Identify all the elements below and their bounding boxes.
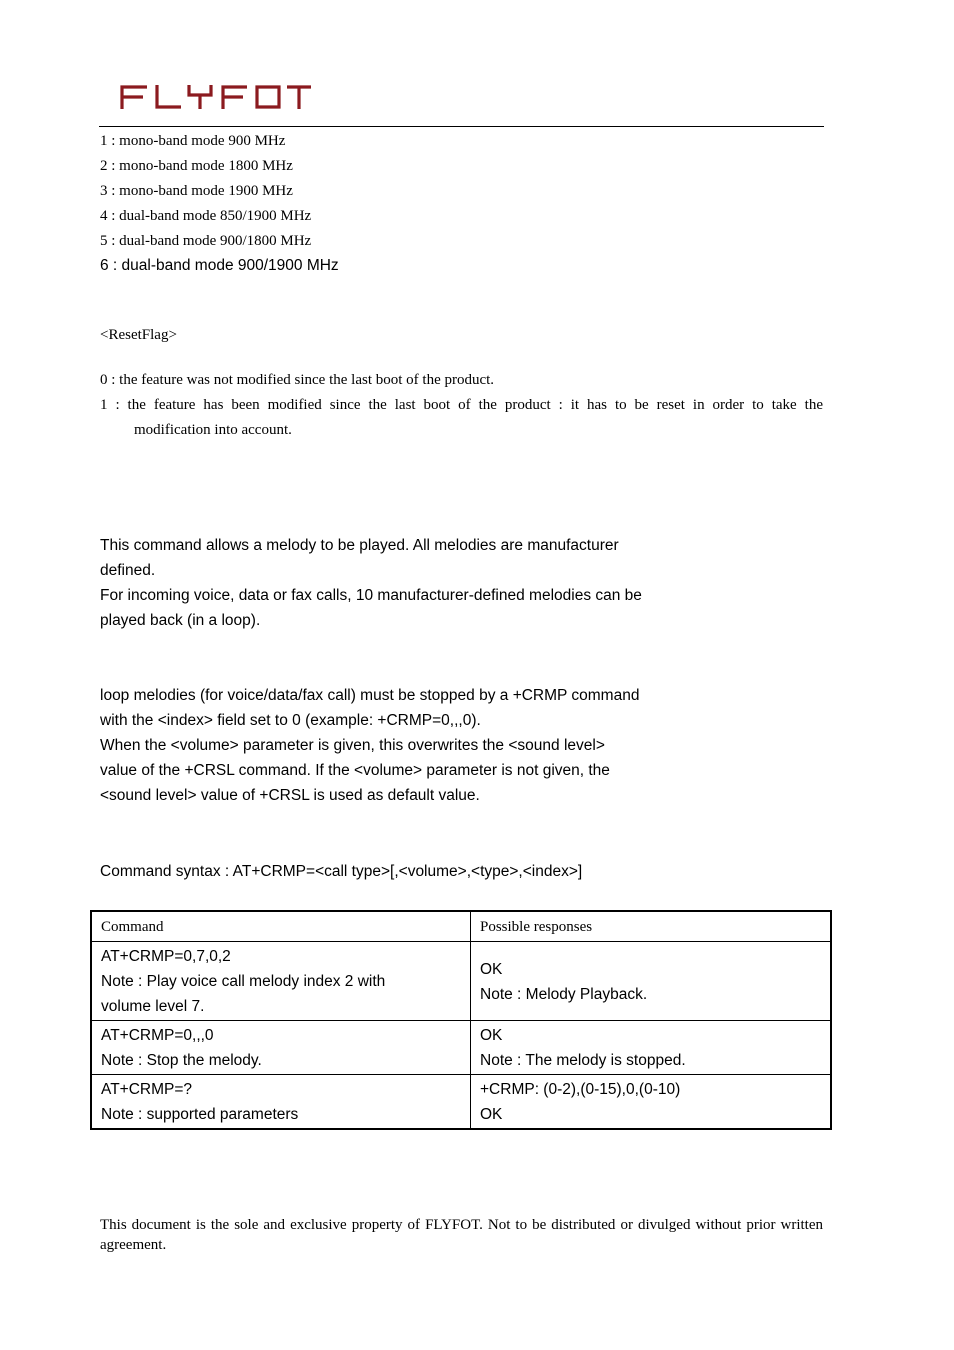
- command-table: [90, 910, 832, 1130]
- table-row: [91, 1075, 831, 1130]
- description-line: For incoming voice, data or fax calls, 10 manufacturer-defined melodies can be: [100, 587, 642, 604]
- command-note: Note : supported parameters: [101, 1106, 299, 1123]
- command-cell: [91, 942, 471, 1021]
- response-text: OK: [480, 1106, 503, 1123]
- command-syntax: Command syntax : AT+CRMP=<call type>[,<volume>,<type>,<index>]: [100, 863, 583, 880]
- response-note: Note : The melody is stopped.: [480, 1052, 686, 1069]
- column-header-responses: Possible responses: [471, 911, 832, 942]
- table-header-row: [91, 911, 831, 942]
- band-mode-item: 2 : mono-band mode 1800 MHz: [100, 158, 293, 174]
- band-mode-item: 4 : dual-band mode 850/1900 MHz: [100, 208, 312, 224]
- header-rule: [99, 126, 824, 127]
- description-line: When the <volume> parameter is given, this overwrites the <sound level>: [100, 737, 605, 754]
- response-text: OK: [480, 1027, 503, 1044]
- command-cell: [91, 1021, 471, 1075]
- command-text: AT+CRMP=?: [101, 1081, 193, 1098]
- description-line: with the <index> field set to 0 (example: +CRMP=0,,,0).: [100, 712, 481, 729]
- response-cell: [471, 1075, 832, 1130]
- reset-flag-item-1: 1 : the feature has been modified since the last boot of the product : it has to be reset in order to take the: [100, 397, 823, 413]
- description-line: defined.: [100, 562, 156, 579]
- description-line: played back (in a loop).: [100, 612, 261, 629]
- command-note: Note : Stop the melody.: [101, 1052, 262, 1069]
- footer-notice: This document is the sole and exclusive property of FLYFOT. Not to be distributed or divulged without prior written agreement.: [100, 1217, 823, 1253]
- flyfot-logo: [119, 83, 313, 111]
- band-mode-item: 5 : dual-band mode 900/1800 MHz: [100, 233, 312, 249]
- response-text: OK: [480, 960, 503, 978]
- reset-flag-item-0: 0 : the feature was not modified since the last boot of the product.: [100, 372, 495, 388]
- description-line: <sound level> value of +CRSL is used as default value.: [100, 787, 480, 804]
- table-row: [91, 1021, 831, 1075]
- response-note: Note : Melody Playback.: [480, 985, 648, 1003]
- command-cell: [91, 1075, 471, 1130]
- response-cell: [471, 1021, 832, 1075]
- command-text: AT+CRMP=0,7,0,2: [101, 948, 231, 965]
- reset-flag-item-1-cont: modification into account.: [134, 422, 292, 438]
- description-line: This command allows a melody to be played. All melodies are manufacturer: [100, 537, 619, 554]
- command-text: AT+CRMP=0,,,0: [101, 1027, 214, 1044]
- reset-flag-title: <ResetFlag>: [100, 327, 177, 343]
- band-mode-item: 1 : mono-band mode 900 MHz: [100, 133, 286, 149]
- command-note: volume level 7.: [101, 998, 205, 1015]
- band-mode-item: 3 : mono-band mode 1900 MHz: [100, 183, 293, 199]
- column-header-command: Command: [91, 911, 471, 942]
- description-line: value of the +CRSL command. If the <volume> parameter is not given, the: [100, 762, 610, 779]
- command-note: Note : Play voice call melody index 2 with: [101, 973, 386, 990]
- response-cell: [471, 942, 832, 1021]
- description-line: loop melodies (for voice/data/fax call) must be stopped by a +CRMP command: [100, 687, 640, 704]
- table-row: [91, 942, 831, 1021]
- band-mode-item: 6 : dual-band mode 900/1900 MHz: [100, 257, 339, 274]
- response-text: +CRMP: (0-2),(0-15),0,(0-10): [480, 1081, 681, 1098]
